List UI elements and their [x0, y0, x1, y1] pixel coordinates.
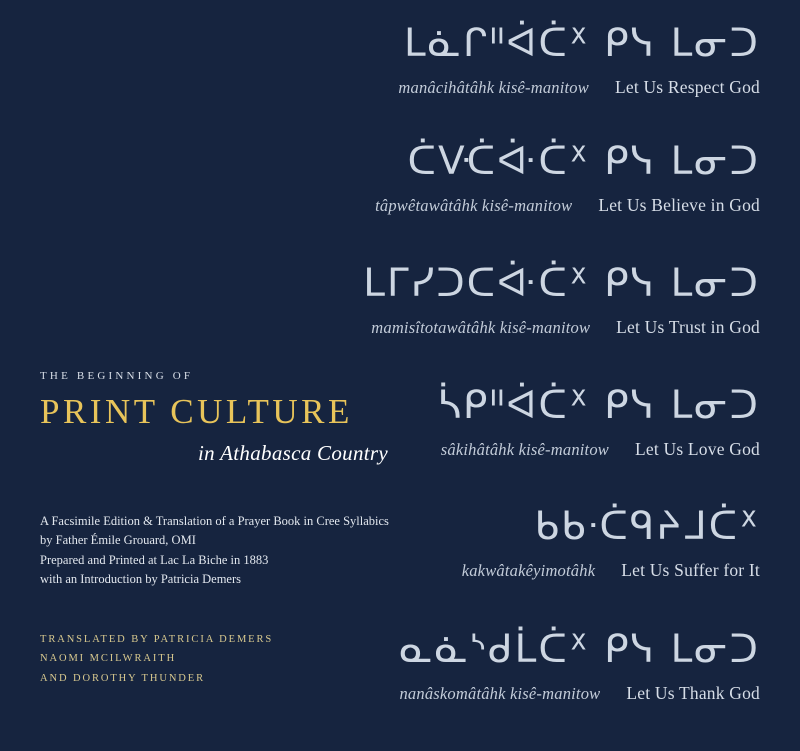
roman-transcription: tâpwêtawâtâhk kisê-manitow — [375, 195, 573, 215]
roman-transcription: nanâskomâtâhk kisê-manitow — [399, 683, 601, 703]
gloss-group — [398, 77, 760, 98]
translator-line: NAOMI MCILWRAITH — [40, 653, 177, 665]
blurb-line: Prepared and Printed at Lac La Biche in 1883 — [40, 552, 269, 567]
gloss-group — [375, 195, 760, 216]
english-translation: Let Us Love God — [635, 438, 760, 459]
gloss-group — [462, 560, 760, 581]
syllabics-row — [375, 140, 760, 216]
cover-kicker: THE BEGINNING OF — [40, 370, 194, 382]
cover-subtitle: in Athabasca Country — [198, 441, 388, 465]
syllabics-row — [437, 384, 760, 460]
cover-blurb — [40, 512, 420, 590]
syllabics-text: ᓵᑭᐦᐋᑖᕽ ᑭᓭ ᒪᓂᑐ — [437, 383, 760, 428]
translator-line: TRANSLATED BY PATRICIA DEMERS — [40, 634, 274, 645]
roman-transcription: kakwâtakêyimotâhk — [461, 560, 596, 580]
blurb-line: by Father Émile Grouard, OMI — [40, 533, 196, 548]
syllabics-row — [363, 262, 760, 338]
syllabics-row — [398, 22, 760, 98]
syllabics-text: ᑲᑲᐧᑖᑫᔨᒧᑖᕽ — [534, 504, 760, 549]
roman-transcription: manâcihâtâhk kisê-manitow — [398, 77, 589, 97]
blurb-line: with an Introduction by Patricia Demers — [40, 572, 241, 587]
english-translation: Let Us Suffer for It — [621, 559, 760, 580]
translators-credit — [40, 630, 273, 688]
syllabics-row — [399, 628, 760, 704]
gloss-group — [437, 439, 760, 460]
blurb-line: A Facsimile Edition & Translation of a Prayer Book in Cree Syllabics — [40, 514, 389, 528]
gloss-group — [363, 317, 760, 338]
roman-transcription: mamisîtotawâtâhk kisê-manitow — [371, 317, 591, 337]
title-block — [40, 370, 400, 466]
english-translation: Let Us Trust in God — [616, 316, 760, 337]
roman-transcription: sâkihâtâhk kisê-manitow — [440, 439, 609, 459]
english-translation: Let Us Respect God — [614, 76, 760, 97]
translator-line: AND DOROTHY THUNDER — [40, 672, 206, 684]
syllabics-text: ᒪᓈᒋᐦᐋᑖᕽ ᑭᓭ ᒪᓂᑐ — [403, 21, 760, 66]
gloss-group — [399, 683, 760, 704]
syllabics-text: ᒪᒥᓯᑐᑕᐚᑖᕽ ᑭᓭ ᒪᓂᑐ — [363, 261, 760, 306]
syllabics-row — [462, 505, 760, 581]
english-translation: Let Us Thank God — [626, 682, 760, 703]
page-title: PRINT CULTURE — [40, 392, 353, 431]
english-translation: Let Us Believe in God — [598, 194, 760, 215]
syllabics-text: ᑖᐻᑖᐚᑖᕽ ᑭᓭ ᒪᓂᑐ — [407, 139, 760, 184]
syllabics-text: ᓇᓈᔅᑯᒫᑖᕽ ᑭᓭ ᒪᓂᑐ — [399, 627, 760, 672]
